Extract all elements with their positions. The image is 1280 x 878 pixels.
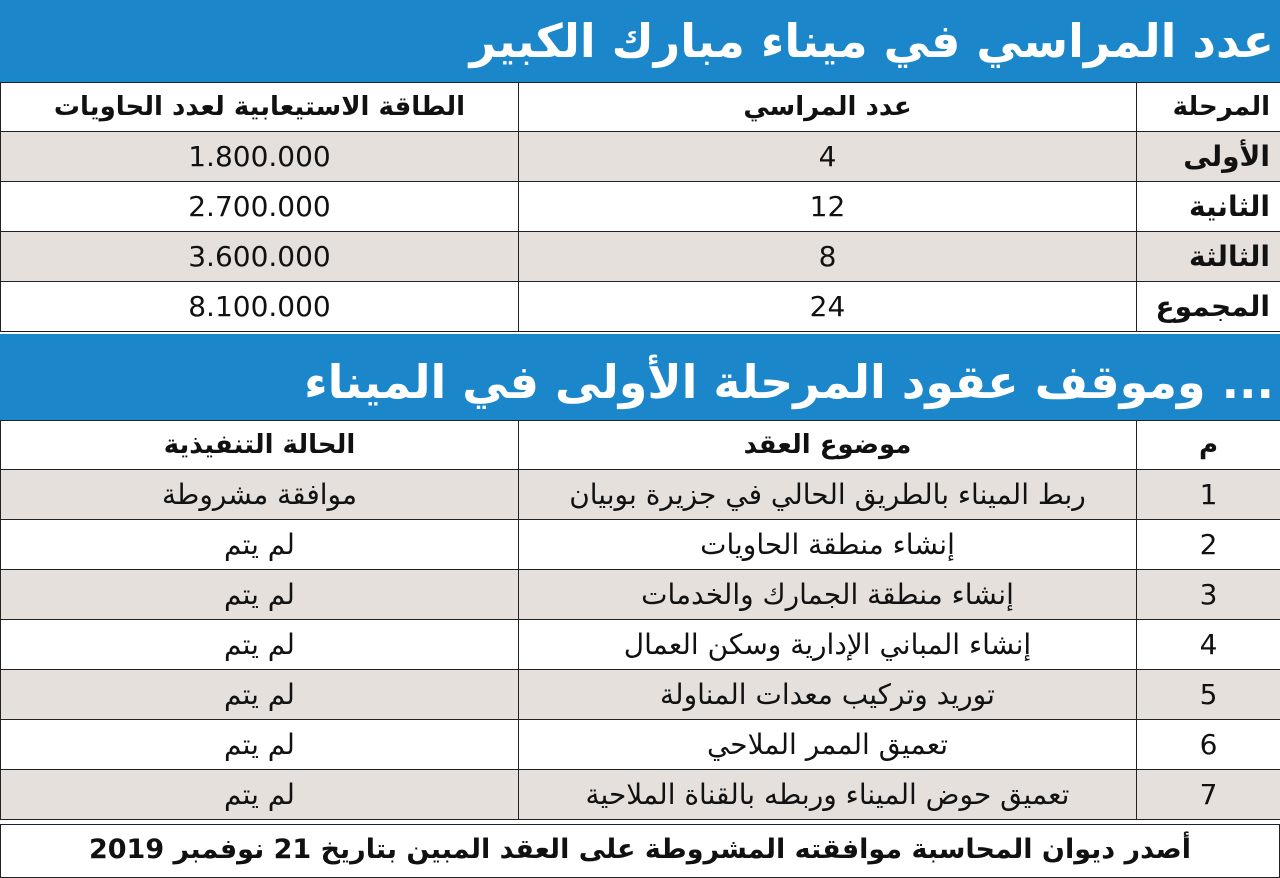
subject-cell: توريد وتركيب معدات المناولة (519, 670, 1137, 720)
footer-note: أصدر ديوان المحاسبة موافقته المشروطة على العقد المبين بتاريخ 21 نوفمبر 2019 (0, 824, 1280, 878)
header-number: م (1137, 421, 1280, 470)
table-row (1, 670, 1280, 720)
header-status: الحالة التنفيذية (1, 421, 519, 470)
phase-cell: الأولى (1137, 132, 1280, 182)
number-cell: 3 (1137, 570, 1280, 620)
number-cell: 5 (1137, 670, 1280, 720)
table-row (1, 770, 1280, 820)
title-banner-berths: عدد المراسي في ميناء مبارك الكبير (0, 0, 1280, 82)
berths-cell: 8 (519, 232, 1137, 282)
title-banner-contracts: ... وموقف عقود المرحلة الأولى في الميناء (0, 334, 1280, 420)
capacity-cell: 1.800.000 (1, 132, 519, 182)
phase-cell: الثالثة (1137, 232, 1280, 282)
phase-cell: الثانية (1137, 182, 1280, 232)
berths-cell: 12 (519, 182, 1137, 232)
table-row (1, 182, 1280, 232)
berths-table-header (1, 83, 1280, 132)
subject-cell: تعميق حوض الميناء وربطه بالقناة الملاحية (519, 770, 1137, 820)
subject-cell: إنشاء منطقة الحاويات (519, 520, 1137, 570)
number-cell: 7 (1137, 770, 1280, 820)
header-subject: موضوع العقد (519, 421, 1137, 470)
subject-cell: ربط الميناء بالطريق الحالي في جزيرة بوبيان (519, 470, 1137, 520)
capacity-cell: 3.600.000 (1, 232, 519, 282)
phase-cell: المجموع (1137, 282, 1280, 332)
table-row (1, 282, 1280, 332)
status-cell: لم يتم (1, 720, 519, 770)
status-cell: موافقة مشروطة (1, 470, 519, 520)
subject-cell: إنشاء منطقة الجمارك والخدمات (519, 570, 1137, 620)
subject-cell: إنشاء المباني الإدارية وسكن العمال (519, 620, 1137, 670)
number-cell: 6 (1137, 720, 1280, 770)
table-row (1, 520, 1280, 570)
table-row (1, 720, 1280, 770)
table-row (1, 570, 1280, 620)
table-row (1, 132, 1280, 182)
table-row (1, 470, 1280, 520)
berths-table (0, 82, 1280, 332)
header-berths: عدد المراسي (519, 83, 1137, 132)
status-cell: لم يتم (1, 670, 519, 720)
status-cell: لم يتم (1, 570, 519, 620)
status-cell: لم يتم (1, 520, 519, 570)
contracts-table (0, 420, 1280, 820)
number-cell: 1 (1137, 470, 1280, 520)
table-row (1, 232, 1280, 282)
capacity-cell: 2.700.000 (1, 182, 519, 232)
status-cell: لم يتم (1, 620, 519, 670)
number-cell: 2 (1137, 520, 1280, 570)
berths-cell: 24 (519, 282, 1137, 332)
status-cell: لم يتم (1, 770, 519, 820)
header-phase: المرحلة (1137, 83, 1280, 132)
capacity-cell: 8.100.000 (1, 282, 519, 332)
number-cell: 4 (1137, 620, 1280, 670)
contracts-table-header (1, 421, 1280, 470)
subject-cell: تعميق الممر الملاحي (519, 720, 1137, 770)
berths-cell: 4 (519, 132, 1137, 182)
table-row (1, 620, 1280, 670)
header-capacity: الطاقة الاستيعابية لعدد الحاويات (1, 83, 519, 132)
